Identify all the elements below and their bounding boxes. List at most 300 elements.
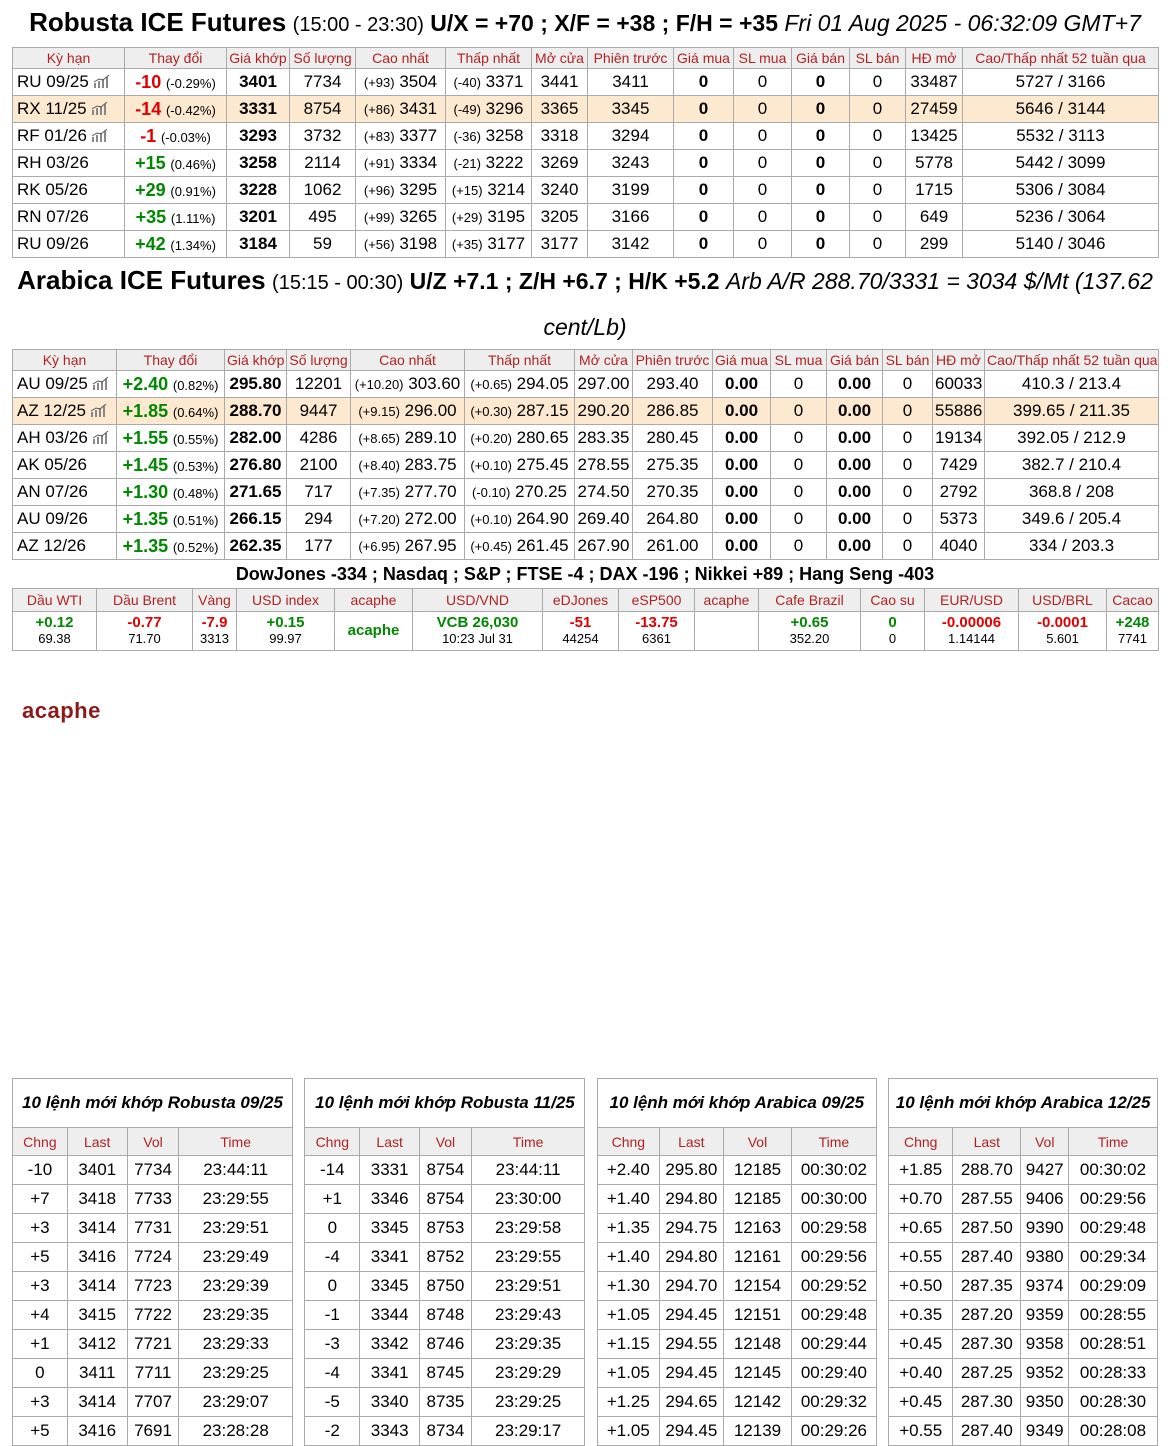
contract-symbol-label[interactable]: AZ 12/26: [17, 536, 86, 555]
trade-volume: 7731: [127, 1214, 179, 1243]
market-sub: 5.601: [1046, 631, 1079, 646]
trade-change: 0: [13, 1359, 68, 1388]
market-header: Vàng: [193, 589, 237, 612]
trades-column-header: Last: [659, 1128, 723, 1156]
last-price: 262.35: [225, 533, 287, 560]
trade-change: -4: [305, 1359, 360, 1388]
contract-symbol-label[interactable]: AU 09/26: [17, 509, 88, 528]
section-gap: [876, 1388, 888, 1417]
high-price: 3504: [399, 72, 438, 91]
bid-size: 0: [771, 425, 827, 452]
trade-change: 0: [305, 1272, 360, 1301]
trade-change: 0: [305, 1214, 360, 1243]
week52-range: 5727 / 3166: [963, 69, 1159, 96]
trade-change: +5: [13, 1243, 68, 1272]
trade-volume: 12145: [723, 1359, 791, 1388]
trade-change: +3: [13, 1272, 68, 1301]
high-diff: (+93): [363, 75, 395, 90]
contract-row: [13, 231, 1159, 258]
volume: 59: [290, 231, 356, 258]
trades-column-header: Time: [1068, 1128, 1157, 1156]
low-cell: [465, 533, 575, 560]
bid-price: 0: [674, 231, 734, 258]
high-price: 283.75: [404, 455, 457, 474]
trade-volume: 12185: [723, 1185, 791, 1214]
contract-symbol[interactable]: [13, 150, 125, 177]
market-cell: [861, 612, 925, 651]
trade-last: 3341: [360, 1243, 420, 1272]
trade-volume: 12161: [723, 1243, 791, 1272]
volume: 717: [287, 479, 351, 506]
week52-range: 399.65 / 211.35: [985, 398, 1159, 425]
low-diff: (+0.10): [470, 458, 512, 473]
section-gap: [876, 1272, 888, 1301]
market-value: +0.12: [35, 614, 74, 631]
trade-time: 00:29:32: [792, 1388, 877, 1417]
trade-volume: 9349: [1021, 1417, 1069, 1446]
high-cell: [351, 398, 465, 425]
bid-size: 0: [771, 506, 827, 533]
acaphe-logo[interactable]: acaphe: [22, 698, 101, 723]
contract-symbol-label[interactable]: RK 05/26: [17, 180, 88, 199]
chart-icon[interactable]: [92, 431, 110, 444]
trade-time: 00:28:33: [1068, 1359, 1157, 1388]
section-gap: [876, 1185, 888, 1214]
column-header: Cao nhất: [356, 48, 446, 69]
section-gap: [876, 1214, 888, 1243]
market-value: VCB 26,030: [436, 614, 519, 631]
section-gap: [876, 1079, 888, 1128]
low-price: 275.45: [516, 455, 569, 474]
ask-size: 0: [883, 479, 933, 506]
ask-price: 0.00: [827, 398, 883, 425]
contract-symbol[interactable]: [13, 479, 117, 506]
change-cell: [117, 398, 225, 425]
market-value: -0.00006: [941, 614, 1002, 631]
bid-price: 0.00: [713, 425, 771, 452]
trades-column-header: Last: [953, 1128, 1021, 1156]
change-value: +42: [135, 233, 166, 254]
trade-time: 23:29:25: [471, 1388, 585, 1417]
trade-change: +1: [305, 1185, 360, 1214]
trade-change: +0.40: [889, 1359, 953, 1388]
arabica-title-main: Arabica ICE Futures: [17, 265, 266, 295]
high-diff: (+83): [363, 129, 395, 144]
high-price: 3198: [399, 234, 438, 253]
trade-time: 23:29:49: [179, 1243, 293, 1272]
section-gap: [293, 1243, 305, 1272]
contract-row: [13, 96, 1159, 123]
trades-column-header: Time: [471, 1128, 585, 1156]
ask-price: 0.00: [827, 506, 883, 533]
contract-symbol[interactable]: [13, 452, 117, 479]
market-cell: [1019, 612, 1107, 651]
trade-row: [13, 1359, 1158, 1388]
contract-symbol[interactable]: [13, 123, 125, 150]
open-price: 3441: [532, 69, 588, 96]
column-header: Số lượng: [290, 48, 356, 69]
high-diff: (+10.20): [354, 377, 404, 392]
low-price: 3371: [485, 72, 524, 91]
market-value: +0.65: [790, 614, 829, 631]
section-gap: [293, 1417, 305, 1446]
trades-column-header: Vol: [1021, 1128, 1069, 1156]
market-cell[interactable]: [335, 612, 413, 651]
high-price: 3334: [399, 153, 438, 172]
trade-change: +0.55: [889, 1243, 953, 1272]
change-value: -1: [140, 125, 157, 146]
trade-time: 00:29:48: [792, 1301, 877, 1330]
market-header: eDJones: [543, 589, 619, 612]
trade-time: 00:29:52: [792, 1272, 877, 1301]
low-cell: [465, 479, 575, 506]
high-diff: (+9.15): [358, 404, 400, 419]
trade-last: 3418: [67, 1185, 127, 1214]
high-cell: [356, 204, 446, 231]
open-interest: 299: [906, 231, 963, 258]
low-diff: (-40): [453, 75, 481, 90]
volume: 7734: [290, 69, 356, 96]
contract-symbol[interactable]: [13, 69, 125, 96]
volume: 2114: [290, 150, 356, 177]
ask-size: 0: [883, 533, 933, 560]
contract-symbol[interactable]: [13, 506, 117, 533]
trade-last: 3416: [67, 1243, 127, 1272]
trade-time: 00:28:51: [1068, 1330, 1157, 1359]
column-header: SL mua: [734, 48, 792, 69]
trade-last: 294.80: [659, 1185, 723, 1214]
section-gap: [293, 1156, 305, 1185]
section-gap: [876, 1156, 888, 1185]
bid-price: 0.00: [713, 479, 771, 506]
chart-icon[interactable]: [91, 129, 109, 142]
trade-time: 23:29:29: [471, 1359, 585, 1388]
market-cell[interactable]: [695, 612, 759, 651]
volume: 1062: [290, 177, 356, 204]
trade-volume: 8748: [420, 1301, 472, 1330]
robusta-timestamp: Fri 01 Aug 2025 - 06:32:09 GMT+7: [784, 10, 1141, 36]
ask-price: 0: [792, 69, 850, 96]
low-price: 3258: [485, 126, 524, 145]
change-value: -14: [135, 98, 162, 119]
market-header: acaphe: [335, 589, 413, 612]
section-gap: [585, 1388, 597, 1417]
chart-icon[interactable]: [93, 75, 111, 88]
volume: 3732: [290, 123, 356, 150]
trade-time: 00:29:56: [792, 1243, 877, 1272]
trade-last: 3414: [67, 1272, 127, 1301]
week52-range: 5236 / 3064: [963, 204, 1159, 231]
trade-volume: 9350: [1021, 1388, 1069, 1417]
bid-price: 0: [674, 204, 734, 231]
market-cell: [193, 612, 237, 651]
market-value: -51: [569, 614, 592, 631]
section-gap: [585, 1156, 597, 1185]
ask-price: 0.00: [827, 533, 883, 560]
contract-symbol-label[interactable]: AH 03/26: [17, 428, 88, 447]
trade-volume: 8753: [420, 1214, 472, 1243]
trade-change: -10: [13, 1156, 68, 1185]
volume: 294: [287, 506, 351, 533]
ask-size: 0: [850, 231, 906, 258]
change-percent: (-0.29%): [165, 75, 216, 91]
high-cell: [351, 479, 465, 506]
last-price: 3401: [227, 69, 290, 96]
contract-symbol[interactable]: [13, 204, 125, 231]
open-interest: 33487: [906, 69, 963, 96]
contract-row: [13, 69, 1159, 96]
contract-row: [13, 533, 1159, 560]
section-gap: [585, 1128, 597, 1156]
high-diff: (+96): [363, 183, 395, 198]
open-interest: 55886: [933, 398, 985, 425]
contract-symbol-label[interactable]: AZ 12/25: [17, 401, 86, 420]
trade-last: 288.70: [953, 1156, 1021, 1185]
high-diff: (+8.65): [358, 431, 400, 446]
contract-symbol[interactable]: [13, 177, 125, 204]
previous-close: 3166: [588, 204, 674, 231]
previous-close: 3345: [588, 96, 674, 123]
market-sub: 0: [888, 631, 897, 646]
column-header: Giá khớp: [227, 48, 290, 69]
section-gap: [293, 1359, 305, 1388]
ask-size: 0: [883, 371, 933, 398]
change-percent: (0.64%): [172, 404, 219, 420]
column-header: Thay đổi: [117, 350, 225, 371]
section-gap: [876, 1417, 888, 1446]
chart-icon[interactable]: [92, 377, 110, 390]
low-cell: [446, 69, 532, 96]
trades-section-title: 10 lệnh mới khớp Robusta 11/25: [305, 1079, 585, 1128]
ask-price: 0: [792, 150, 850, 177]
market-sub: 69.38: [38, 631, 71, 646]
last-price: 295.80: [225, 371, 287, 398]
trade-volume: 8752: [420, 1243, 472, 1272]
change-value: +1.45: [122, 454, 169, 475]
trade-time: 23:29:55: [179, 1185, 293, 1214]
low-price: 280.65: [516, 428, 569, 447]
week52-range: 5140 / 3046: [963, 231, 1159, 258]
trade-last: 294.80: [659, 1243, 723, 1272]
contract-symbol[interactable]: [13, 533, 117, 560]
contract-row: [13, 479, 1159, 506]
bid-size: 0: [771, 479, 827, 506]
change-value: +15: [135, 152, 166, 173]
trade-time: 23:29:35: [471, 1330, 585, 1359]
market-value: -0.77: [127, 614, 162, 631]
change-cell: [117, 425, 225, 452]
contract-symbol-label[interactable]: RU 09/25: [17, 72, 89, 91]
contract-symbol[interactable]: [13, 425, 117, 452]
trade-volume: 7723: [127, 1272, 179, 1301]
low-price: 261.45: [516, 536, 569, 555]
column-header: Thay đổi: [125, 48, 227, 69]
contract-row: [13, 425, 1159, 452]
trade-time: 00:29:34: [1068, 1243, 1157, 1272]
robusta-title-hours: (15:00 - 23:30): [292, 14, 424, 36]
contract-symbol-label[interactable]: RX 11/25: [17, 99, 87, 118]
high-price: 277.70: [404, 482, 457, 501]
contract-row: [13, 506, 1159, 533]
change-value: +1.35: [122, 508, 169, 529]
contract-symbol-label[interactable]: AN 07/26: [17, 482, 88, 501]
trade-change: -3: [305, 1330, 360, 1359]
change-percent: (0.53%): [172, 458, 219, 474]
low-diff: (-21): [453, 156, 481, 171]
trade-volume: 7724: [127, 1243, 179, 1272]
column-header: Cao nhất: [351, 350, 465, 371]
trade-change: +1.05: [597, 1301, 659, 1330]
section-gap: [585, 1079, 597, 1128]
chart-icon[interactable]: [91, 102, 109, 115]
trade-time: 00:28:55: [1068, 1301, 1157, 1330]
arabica-title: [6, 258, 1164, 349]
low-cell: [446, 96, 532, 123]
open-price: 3205: [532, 204, 588, 231]
low-cell: [465, 452, 575, 479]
low-cell: [446, 123, 532, 150]
low-diff: (+35): [451, 237, 483, 252]
open-price: 283.35: [575, 425, 633, 452]
change-cell: [125, 123, 227, 150]
trades-column-header: Vol: [723, 1128, 791, 1156]
trade-last: 294.55: [659, 1330, 723, 1359]
column-header: SL bán: [850, 48, 906, 69]
section-gap: [876, 1330, 888, 1359]
trade-change: +2.40: [597, 1156, 659, 1185]
contract-symbol-label[interactable]: AU 09/25: [17, 374, 88, 393]
contract-symbol[interactable]: [13, 371, 117, 398]
open-interest: 13425: [906, 123, 963, 150]
trade-volume: 9374: [1021, 1272, 1069, 1301]
last-price: 288.70: [225, 398, 287, 425]
contract-symbol-label[interactable]: AK 05/26: [17, 455, 87, 474]
trades-section-title: 10 lệnh mới khớp Arabica 09/25: [597, 1079, 876, 1128]
market-header: Cao su: [861, 589, 925, 612]
ask-size: 0: [850, 96, 906, 123]
trade-last: 3343: [360, 1417, 420, 1446]
ask-price: 0.00: [827, 452, 883, 479]
trade-row: [13, 1156, 1158, 1185]
contract-symbol[interactable]: [13, 96, 125, 123]
trades-column-header: Chng: [305, 1128, 360, 1156]
week52-range: 368.8 / 208: [985, 479, 1159, 506]
section-gap: [585, 1214, 597, 1243]
contract-symbol[interactable]: [13, 398, 117, 425]
trade-time: 00:28:08: [1068, 1417, 1157, 1446]
trades-column-header: Time: [179, 1128, 293, 1156]
trade-change: +7: [13, 1185, 68, 1214]
column-header: Phiên trước: [588, 48, 674, 69]
ask-price: 0.00: [827, 425, 883, 452]
trade-volume: 12185: [723, 1156, 791, 1185]
trade-volume: 8745: [420, 1359, 472, 1388]
bid-size: 0: [734, 150, 792, 177]
section-gap: [585, 1272, 597, 1301]
section-gap: [585, 1301, 597, 1330]
trade-volume: 9352: [1021, 1359, 1069, 1388]
change-value: +35: [135, 206, 167, 227]
bid-price: 0: [674, 96, 734, 123]
market-header: Dầu Brent: [97, 589, 193, 612]
last-price: 3228: [227, 177, 290, 204]
bid-price: 0: [674, 150, 734, 177]
trade-change: +0.50: [889, 1272, 953, 1301]
change-cell: [125, 96, 227, 123]
trade-change: +1.25: [597, 1388, 659, 1417]
market-sub: 3313: [200, 631, 229, 646]
open-interest: 27459: [906, 96, 963, 123]
trade-volume: 7722: [127, 1301, 179, 1330]
ask-size: 0: [850, 204, 906, 231]
trade-volume: 9358: [1021, 1330, 1069, 1359]
section-gap: [876, 1359, 888, 1388]
previous-close: 261.00: [633, 533, 713, 560]
trade-row: [13, 1330, 1158, 1359]
column-header: Mở cửa: [575, 350, 633, 371]
column-header: Cao/Thấp nhất 52 tuần qua: [985, 350, 1159, 371]
last-price: 3293: [227, 123, 290, 150]
trade-last: 295.80: [659, 1156, 723, 1185]
section-gap: [293, 1272, 305, 1301]
market-cell: [413, 612, 543, 651]
trade-time: 00:29:44: [792, 1330, 877, 1359]
trade-volume: 12139: [723, 1417, 791, 1446]
trade-volume: 8734: [420, 1417, 472, 1446]
trade-last: 294.75: [659, 1214, 723, 1243]
contract-symbol-label[interactable]: RN 07/26: [17, 207, 89, 226]
previous-close: 293.40: [633, 371, 713, 398]
open-price: 267.90: [575, 533, 633, 560]
contract-symbol-label[interactable]: RU 09/26: [17, 234, 89, 253]
contract-symbol-label[interactable]: RF 01/26: [17, 126, 87, 145]
change-cell: [117, 479, 225, 506]
contract-symbol[interactable]: [13, 231, 125, 258]
high-diff: (+7.35): [358, 485, 400, 500]
trade-volume: 12154: [723, 1272, 791, 1301]
trade-change: +0.65: [889, 1214, 953, 1243]
trade-change: +3: [13, 1388, 68, 1417]
trade-row: [13, 1417, 1158, 1446]
ask-size: 0: [883, 425, 933, 452]
trade-volume: 7707: [127, 1388, 179, 1417]
market-cell: [1107, 612, 1159, 651]
market-cell: [619, 612, 695, 651]
market-sub: 7741: [1118, 631, 1147, 646]
robusta-title-main: Robusta ICE Futures: [29, 7, 287, 37]
robusta-spreads: U/X = +70 ; X/F = +38 ; F/H = +35: [430, 10, 778, 36]
market-header: eSP500: [619, 589, 695, 612]
market-header: USD/BRL: [1019, 589, 1107, 612]
trade-last: 3340: [360, 1388, 420, 1417]
trade-change: +0.45: [889, 1388, 953, 1417]
open-interest: 19134: [933, 425, 985, 452]
chart-icon[interactable]: [90, 404, 108, 417]
ask-size: 0: [850, 177, 906, 204]
trade-time: 00:30:02: [792, 1156, 877, 1185]
section-gap: [293, 1214, 305, 1243]
low-cell: [446, 204, 532, 231]
bid-price: 0.00: [713, 371, 771, 398]
volume: 4286: [287, 425, 351, 452]
bid-price: 0.00: [713, 506, 771, 533]
bid-price: 0.00: [713, 452, 771, 479]
trade-last: 3415: [67, 1301, 127, 1330]
section-gap: [293, 1330, 305, 1359]
bid-size: 0: [771, 398, 827, 425]
contract-symbol-label[interactable]: RH 03/26: [17, 153, 89, 172]
open-interest: 60033: [933, 371, 985, 398]
